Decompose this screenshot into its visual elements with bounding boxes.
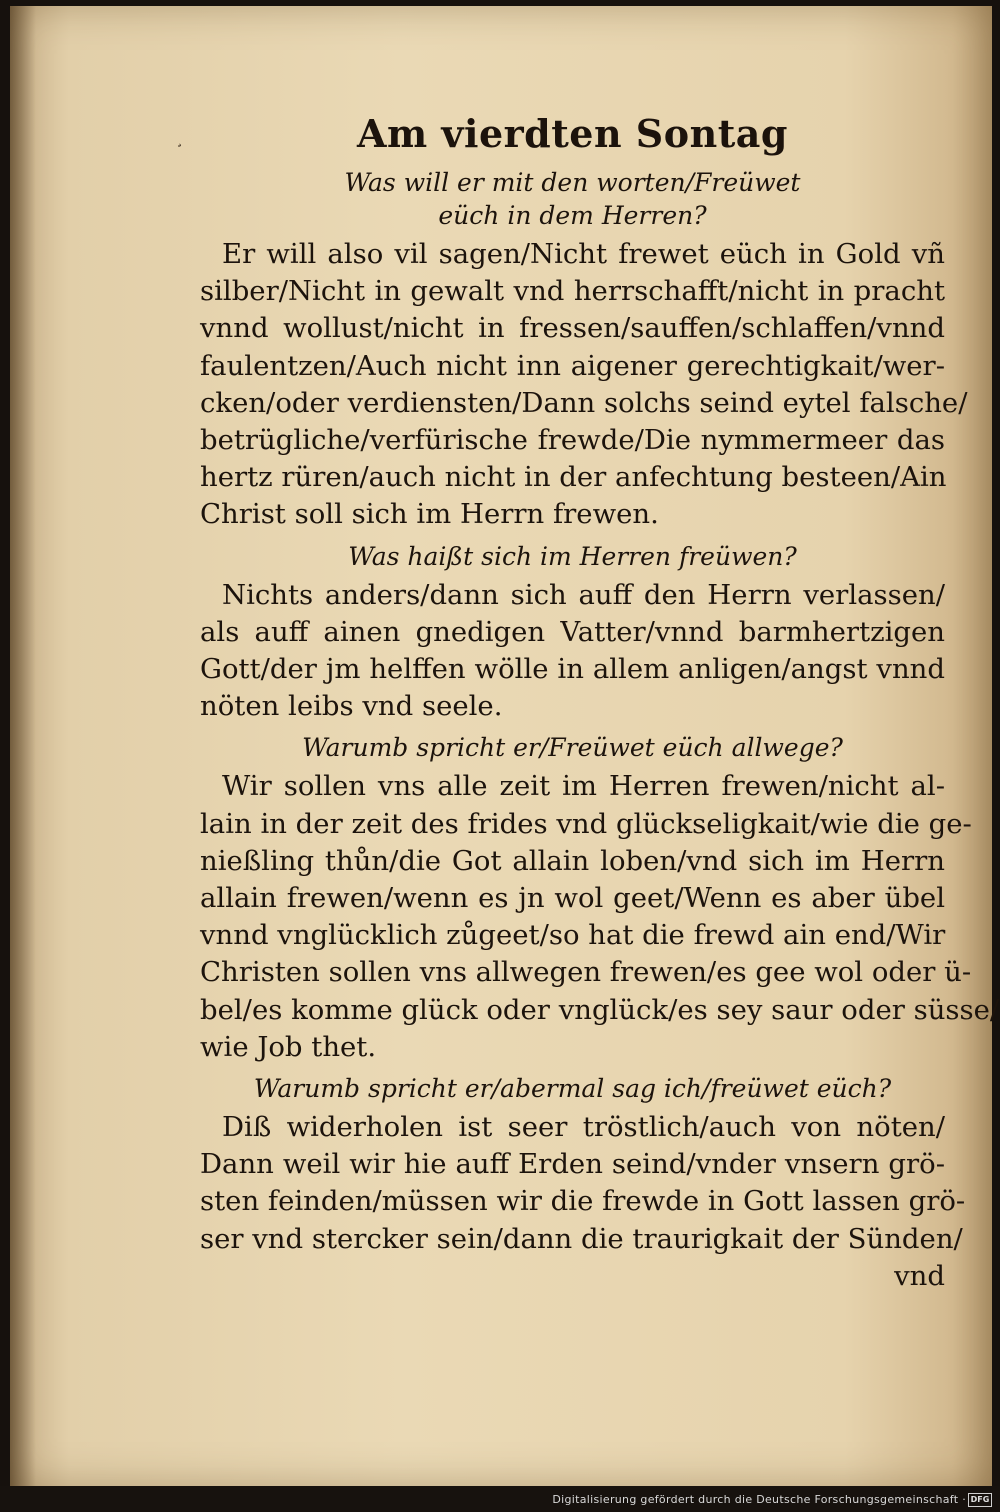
text-line: Diß widerholen ist seer tröstlich/auch von nöten/ [222, 1111, 945, 1144]
text-line: Christ soll sich im Herrn frewen. [200, 498, 659, 531]
text-line: nießling thůn/die Got allain loben/vnd sich im Herrn [200, 844, 945, 877]
text-line: Nichts anders/dann sich auff den Herrn verlassen/ [222, 578, 945, 611]
text-line: Dann weil wir hie auff Erden seind/vnder vnsern grö- [200, 1148, 945, 1181]
question-line: Warumb spricht er/abermal sag ich/freüwet eüch? [253, 1074, 892, 1104]
page-text [200, 108, 1000, 1295]
text-line: als auff ainen gnedigen Vatter/vnnd barmhertzigen [200, 615, 945, 648]
section-4-answer [200, 1109, 966, 1258]
text-line: hertz rüren/auch nicht in der anfechtung besteen/Ain [200, 461, 947, 494]
text-line: sten feinden/müssen wir die frewde in Gott lassen grö- [200, 1185, 966, 1218]
question-line: eüch in dem Herren? [438, 201, 707, 230]
question-line: Was haißt sich im Herren freüwen? [348, 541, 797, 571]
page-gutter [10, 6, 36, 1486]
text-line: allain frewen/wenn es jn wol geet/Wenn es aber übel [200, 882, 945, 915]
text-line: vnnd vnglücklich zůgeet/so hat die frewd ain end/Wir [200, 919, 946, 952]
section-1-answer [200, 236, 968, 534]
text-line: bel/es komme glück oder vnglück/es sey saur oder süsse/ [200, 993, 1000, 1026]
text-line: Gott/der jm helffen wölle in allem anligen/angst vnnd [200, 653, 945, 686]
text-line: wie Job thet. [200, 1030, 377, 1063]
text-line: nöten leibs vnd seele. [200, 690, 503, 723]
text-line: Christen sollen vns allwegen frewen/es gee wol oder ü- [200, 956, 972, 989]
section-4-question [200, 1072, 945, 1105]
funding-credit: Digitalisierung gefördert durch die Deutsche Forschungsgemeinschaft · [552, 1493, 966, 1506]
section-2-answer [200, 577, 945, 726]
text-line: Er will also vil sagen/Nicht frewet eüch in Gold vñ [222, 238, 945, 270]
section-2-question [200, 540, 945, 573]
text-line: vnnd wollust/nicht in fressen/sauffen/schlaffen/vnnd [200, 312, 945, 345]
question-line: Was will er mit den worten/Freüwet [344, 168, 801, 197]
text-line: ser vnd stercker sein/dann die traurigkait der Sünden/ [200, 1222, 963, 1255]
dfg-logo-icon: DFG [968, 1493, 992, 1507]
text-line: lain in der zeit des frides vnd glückseligkait/wie die ge- [200, 807, 972, 840]
text-line: Wir sollen vns alle zeit im Herren frewen/nicht al- [222, 770, 945, 803]
catchword: vnd [894, 1259, 945, 1292]
viewer-footer [0, 1486, 1000, 1512]
section-3-answer [200, 768, 1000, 1066]
text-line: silber/Nicht in gewalt vnd herrschafft/nicht in pracht [200, 275, 945, 308]
text-line: faulentzen/Auch nicht inn aigener gerechtigkait/wer- [200, 349, 945, 382]
question-line: Warumb spricht er/Freüwet eüch allwege? [302, 733, 843, 763]
marginal-mark: ¸ [176, 132, 183, 148]
section-3-question [200, 731, 945, 764]
page-heading: Am vierdten Sontag [357, 111, 788, 156]
text-line: betrügliche/verfürische frewde/Die nymmermeer das [200, 424, 945, 457]
text-line: cken/oder verdiensten/Dann solchs seind eytel falsche/ [200, 386, 968, 419]
section-1-question [200, 166, 945, 232]
